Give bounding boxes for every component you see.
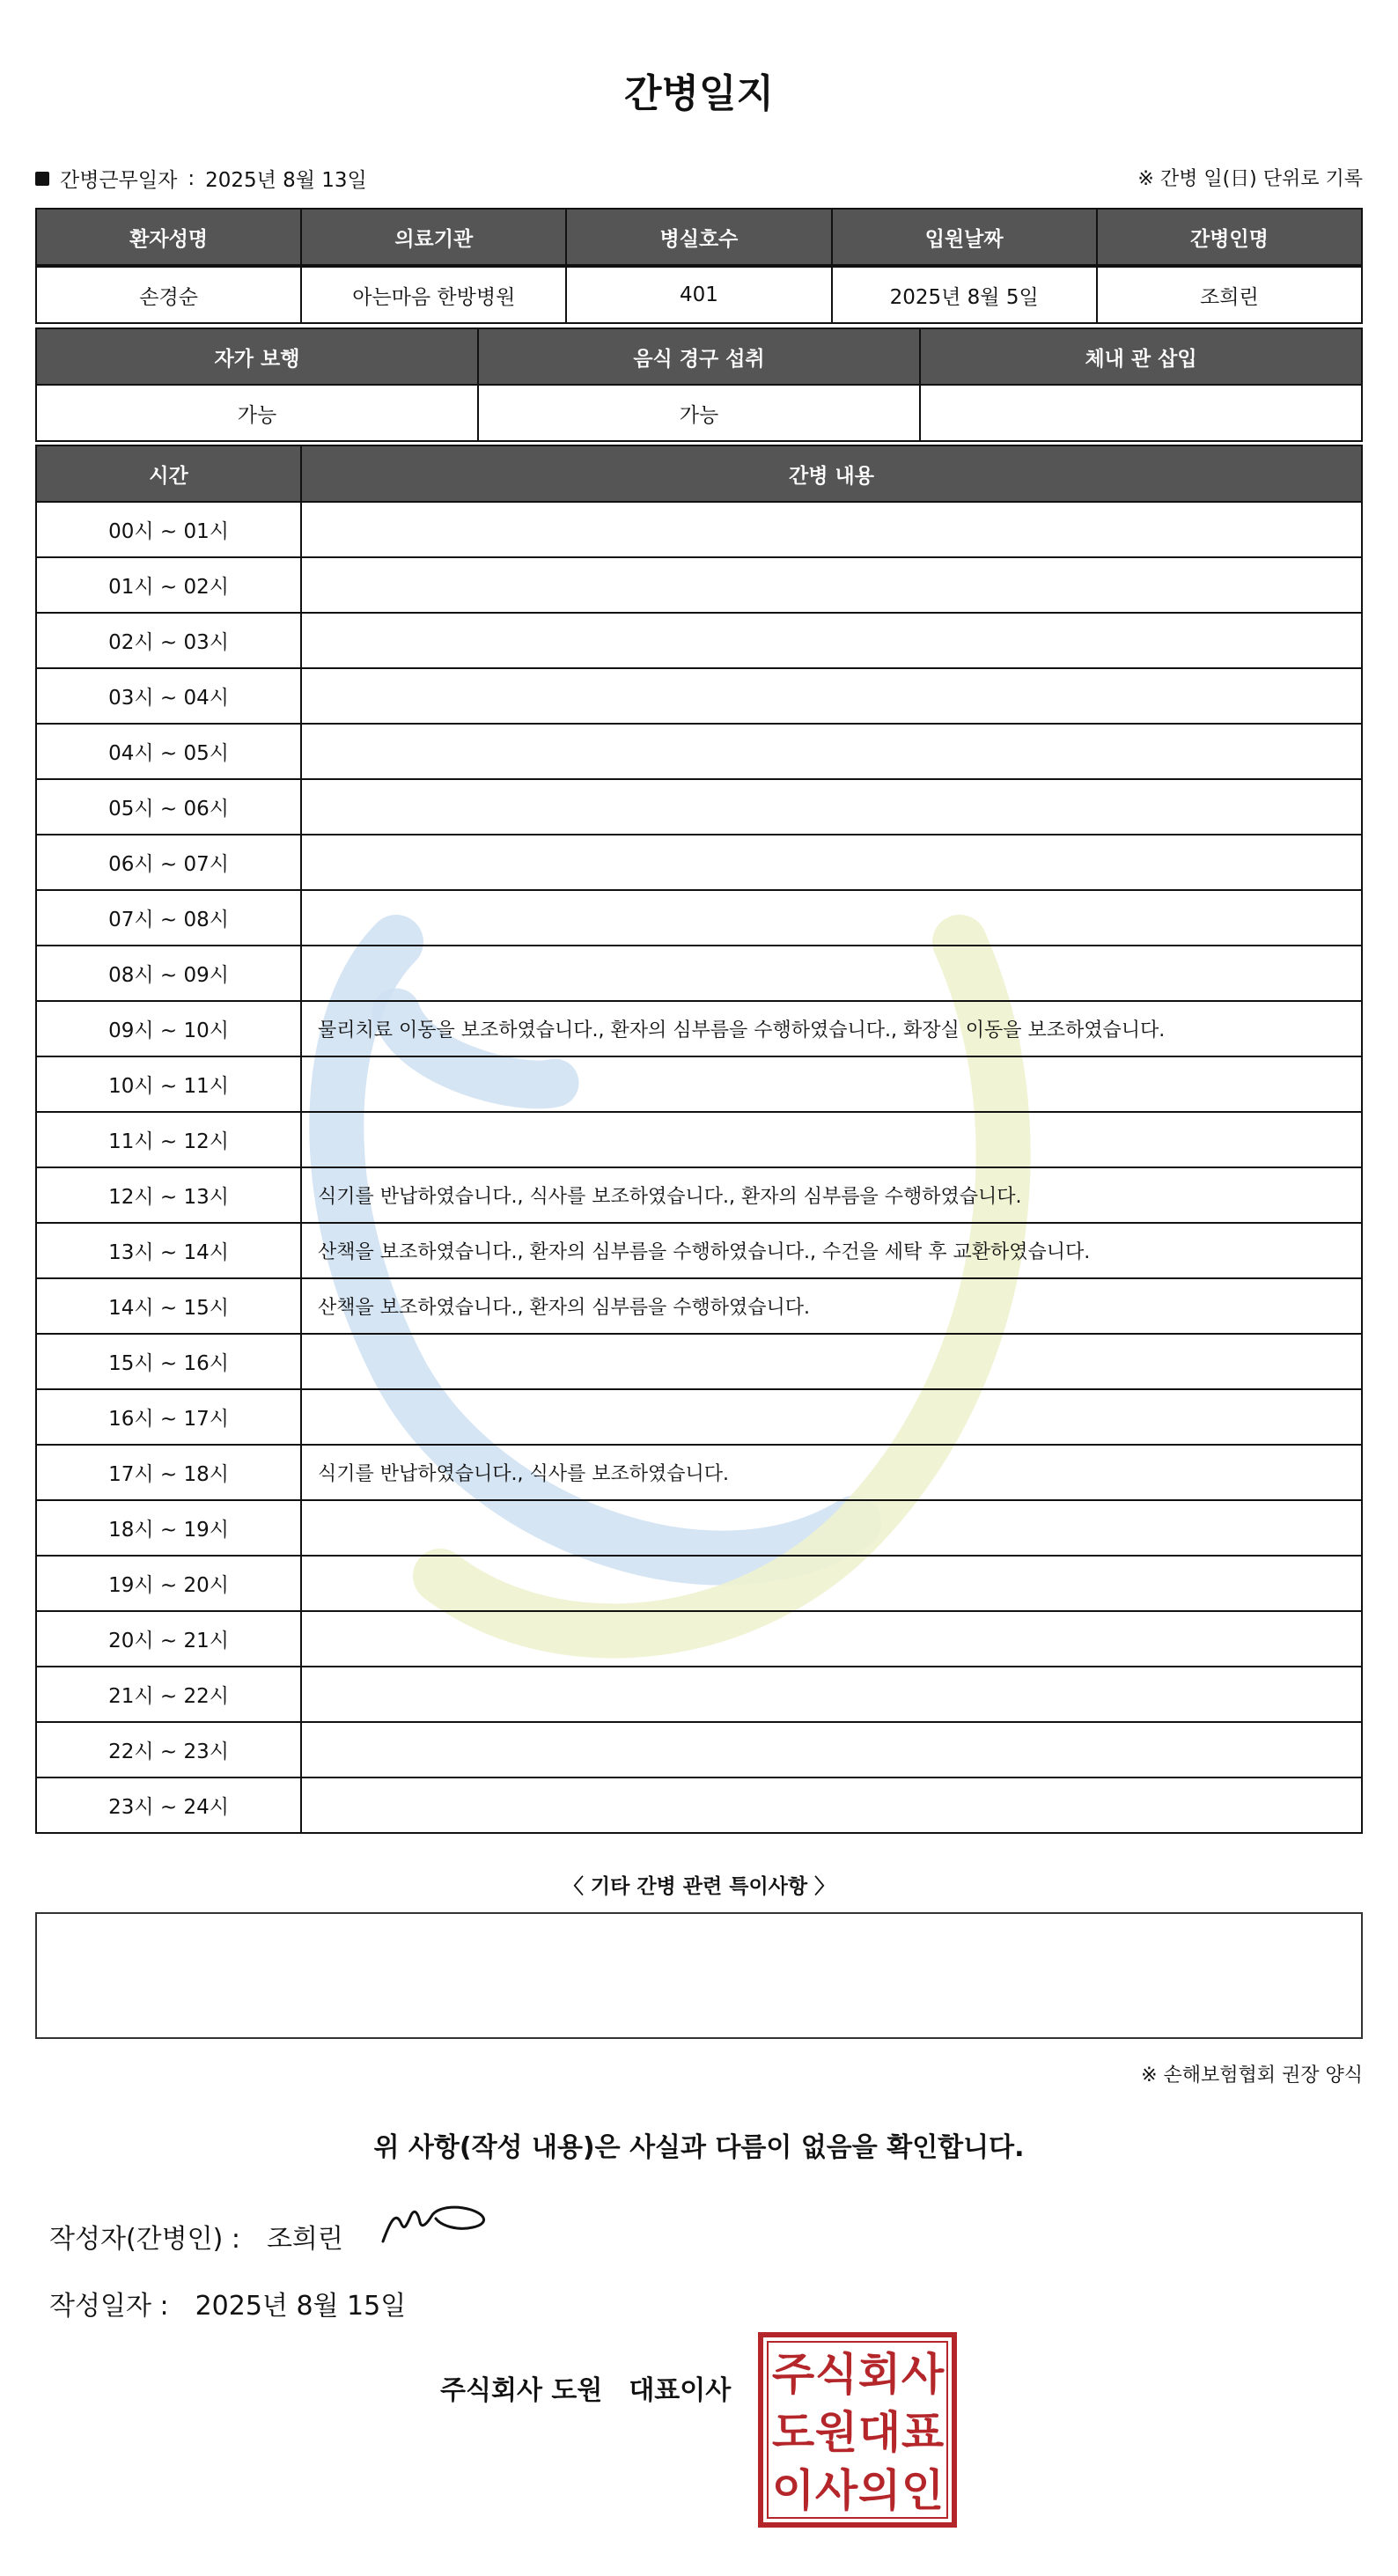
care-log-content bbox=[301, 1777, 1362, 1833]
value-patient-name: 손경순 bbox=[36, 266, 301, 323]
care-log-content: 물리치료 이동을 보조하였습니다., 환자의 심부름을 수행하였습니다., 화장실 이동을 보조하였습니다. bbox=[301, 1001, 1362, 1056]
seal-character: 주 bbox=[771, 2349, 815, 2400]
company-role: 대표이사 bbox=[629, 2375, 732, 2406]
care-log-time: 12시 ~ 13시 bbox=[36, 1167, 301, 1223]
value-tube-insertion bbox=[920, 385, 1362, 441]
care-log-content bbox=[301, 557, 1362, 613]
care-log-content: 식기를 반납하였습니다., 식사를 보조하였습니다. bbox=[301, 1445, 1362, 1500]
seal-character: 도 bbox=[771, 2407, 815, 2458]
care-log-time: 15시 ~ 16시 bbox=[36, 1334, 301, 1389]
seal-character: 식 bbox=[814, 2349, 858, 2400]
care-log-time: 22시 ~ 23시 bbox=[36, 1722, 301, 1777]
writer-row bbox=[49, 2217, 343, 2256]
header-admission-date: 입원날짜 bbox=[832, 209, 1097, 266]
care-log-row bbox=[36, 1389, 1362, 1445]
value-self-walking: 가능 bbox=[36, 385, 478, 441]
status-value-row bbox=[36, 385, 1362, 441]
write-date-value: 2025년 8월 15일 bbox=[195, 2291, 407, 2322]
care-date-label: 간병근무일자 bbox=[60, 169, 178, 192]
care-log-time: 01시 ~ 02시 bbox=[36, 557, 301, 613]
writer-label: 작성자(간병인) : bbox=[49, 2224, 240, 2255]
notes-box bbox=[35, 1912, 1363, 2039]
care-log-row bbox=[36, 890, 1362, 946]
seal-character: 회 bbox=[857, 2349, 901, 2400]
patient-info-value-row bbox=[36, 266, 1362, 323]
care-log-time: 13시 ~ 14시 bbox=[36, 1223, 301, 1278]
care-log-content bbox=[301, 1556, 1362, 1611]
care-log-content bbox=[301, 1611, 1362, 1667]
care-log-time: 18시 ~ 19시 bbox=[36, 1500, 301, 1556]
header-care-content: 간병 내용 bbox=[301, 445, 1362, 502]
care-date-row bbox=[35, 164, 367, 193]
value-admission-date: 2025년 8월 5일 bbox=[832, 266, 1097, 323]
care-log-content bbox=[301, 946, 1362, 1001]
seal-character: 이 bbox=[771, 2465, 815, 2516]
care-log-content bbox=[301, 890, 1362, 946]
company-seal-stamp bbox=[757, 2331, 958, 2528]
care-log-time: 16시 ~ 17시 bbox=[36, 1389, 301, 1445]
care-log-content bbox=[301, 835, 1362, 890]
header-hospital: 의료기관 bbox=[301, 209, 566, 266]
write-date-row bbox=[49, 2284, 406, 2322]
care-log-content: 산책을 보조하였습니다., 환자의 심부름을 수행하였습니다., 수건을 세탁 후 교환하였습니다. bbox=[301, 1223, 1362, 1278]
care-log-time: 00시 ~ 01시 bbox=[36, 502, 301, 557]
care-log-content bbox=[301, 779, 1362, 835]
care-log-row bbox=[36, 1667, 1362, 1722]
care-log-time: 10시 ~ 11시 bbox=[36, 1056, 301, 1112]
care-log-time: 05시 ~ 06시 bbox=[36, 779, 301, 835]
company-name: 주식회사 도원 bbox=[440, 2375, 603, 2406]
care-log-table bbox=[35, 445, 1363, 1834]
care-log-content bbox=[301, 1334, 1362, 1389]
care-log-time: 20시 ~ 21시 bbox=[36, 1611, 301, 1667]
care-log-row bbox=[36, 1500, 1362, 1556]
unit-note: ※ 간병 일(日) 단위로 기록 bbox=[1137, 168, 1363, 190]
header-self-walking: 자가 보행 bbox=[36, 328, 478, 385]
care-log-time: 21시 ~ 22시 bbox=[36, 1667, 301, 1722]
care-log-row bbox=[36, 946, 1362, 1001]
care-log-row bbox=[36, 1445, 1362, 1500]
header-time: 시간 bbox=[36, 445, 301, 502]
company-row bbox=[440, 2368, 731, 2407]
care-log-row bbox=[36, 1167, 1362, 1223]
care-log-time: 23시 ~ 24시 bbox=[36, 1777, 301, 1833]
care-log-row bbox=[36, 502, 1362, 557]
seal-character: 대 bbox=[857, 2407, 901, 2458]
signature-image bbox=[374, 2196, 497, 2248]
care-log-time: 06시 ~ 07시 bbox=[36, 835, 301, 890]
confirm-statement: 위 사항(작성 내용)은 사실과 다름이 없음을 확인합니다. bbox=[373, 2132, 1025, 2163]
care-log-content: 산책을 보조하였습니다., 환자의 심부름을 수행하였습니다. bbox=[301, 1278, 1362, 1334]
header-room: 병실호수 bbox=[566, 209, 831, 266]
care-log-row bbox=[36, 1556, 1362, 1611]
header-patient-name: 환자성명 bbox=[36, 209, 301, 266]
care-log-time: 14시 ~ 15시 bbox=[36, 1278, 301, 1334]
care-log-body bbox=[36, 502, 1362, 1833]
document-title: 간병일지 bbox=[623, 71, 774, 116]
care-log-row bbox=[36, 613, 1362, 668]
care-log-time: 02시 ~ 03시 bbox=[36, 613, 301, 668]
bullet-square-icon bbox=[35, 172, 49, 186]
recommend-note: ※ 손해보험협회 권장 양식 bbox=[1141, 2064, 1363, 2087]
value-oral-intake: 가능 bbox=[478, 385, 920, 441]
care-log-content bbox=[301, 1722, 1362, 1777]
care-log-content bbox=[301, 724, 1362, 779]
care-log-time: 03시 ~ 04시 bbox=[36, 668, 301, 724]
care-log-time: 07시 ~ 08시 bbox=[36, 890, 301, 946]
care-log-row bbox=[36, 724, 1362, 779]
seal-character: 표 bbox=[901, 2407, 945, 2458]
care-log-content bbox=[301, 1667, 1362, 1722]
care-log-content bbox=[301, 1500, 1362, 1556]
patient-info-header-row bbox=[36, 209, 1362, 266]
notes-title: 〈 기타 간병 관련 특이사항 〉 bbox=[563, 1875, 835, 1898]
care-log-time: 11시 ~ 12시 bbox=[36, 1112, 301, 1167]
care-log-row bbox=[36, 1056, 1362, 1112]
writer-name: 조희린 bbox=[266, 2224, 343, 2255]
care-log-row bbox=[36, 1334, 1362, 1389]
care-date-separator: : bbox=[188, 166, 195, 190]
patient-status-table bbox=[35, 328, 1363, 442]
care-log-row bbox=[36, 1001, 1362, 1056]
care-log-content bbox=[301, 1112, 1362, 1167]
care-log-time: 17시 ~ 18시 bbox=[36, 1445, 301, 1500]
care-log-content bbox=[301, 668, 1362, 724]
care-log-content: 식기를 반납하였습니다., 식사를 보조하였습니다., 환자의 심부름을 수행하였습니다. bbox=[301, 1167, 1362, 1223]
seal-character: 의 bbox=[857, 2465, 901, 2516]
care-log-content bbox=[301, 1389, 1362, 1445]
value-caregiver-name: 조희린 bbox=[1097, 266, 1362, 323]
value-room: 401 bbox=[566, 266, 831, 323]
seal-character: 사 bbox=[814, 2465, 858, 2516]
patient-info-table bbox=[35, 208, 1363, 324]
care-log-row bbox=[36, 1722, 1362, 1777]
seal-character: 원 bbox=[814, 2407, 858, 2458]
header-tube-insertion: 체내 관 삽입 bbox=[920, 328, 1362, 385]
care-date-value: 2025년 8월 13일 bbox=[205, 169, 367, 192]
care-log-time: 09시 ~ 10시 bbox=[36, 1001, 301, 1056]
header-caregiver-name: 간병인명 bbox=[1097, 209, 1362, 266]
header-oral-intake: 음식 경구 섭취 bbox=[478, 328, 920, 385]
care-log-row bbox=[36, 835, 1362, 890]
care-log-row bbox=[36, 1777, 1362, 1833]
care-log-row bbox=[36, 668, 1362, 724]
seal-character: 사 bbox=[901, 2349, 945, 2400]
care-log-row bbox=[36, 1611, 1362, 1667]
write-date-label: 작성일자 : bbox=[49, 2291, 169, 2322]
care-log-content bbox=[301, 1056, 1362, 1112]
care-log-content bbox=[301, 502, 1362, 557]
care-log-row bbox=[36, 779, 1362, 835]
care-log-row bbox=[36, 1278, 1362, 1334]
value-hospital: 아는마음 한방병원 bbox=[301, 266, 566, 323]
care-log-row bbox=[36, 1112, 1362, 1167]
care-log-row bbox=[36, 557, 1362, 613]
care-log-header-row bbox=[36, 445, 1362, 502]
seal-character: 인 bbox=[901, 2465, 945, 2516]
care-log-time: 19시 ~ 20시 bbox=[36, 1556, 301, 1611]
status-header-row bbox=[36, 328, 1362, 385]
care-log-time: 08시 ~ 09시 bbox=[36, 946, 301, 1001]
care-log-row bbox=[36, 1223, 1362, 1278]
care-log-content bbox=[301, 613, 1362, 668]
care-log-time: 04시 ~ 05시 bbox=[36, 724, 301, 779]
